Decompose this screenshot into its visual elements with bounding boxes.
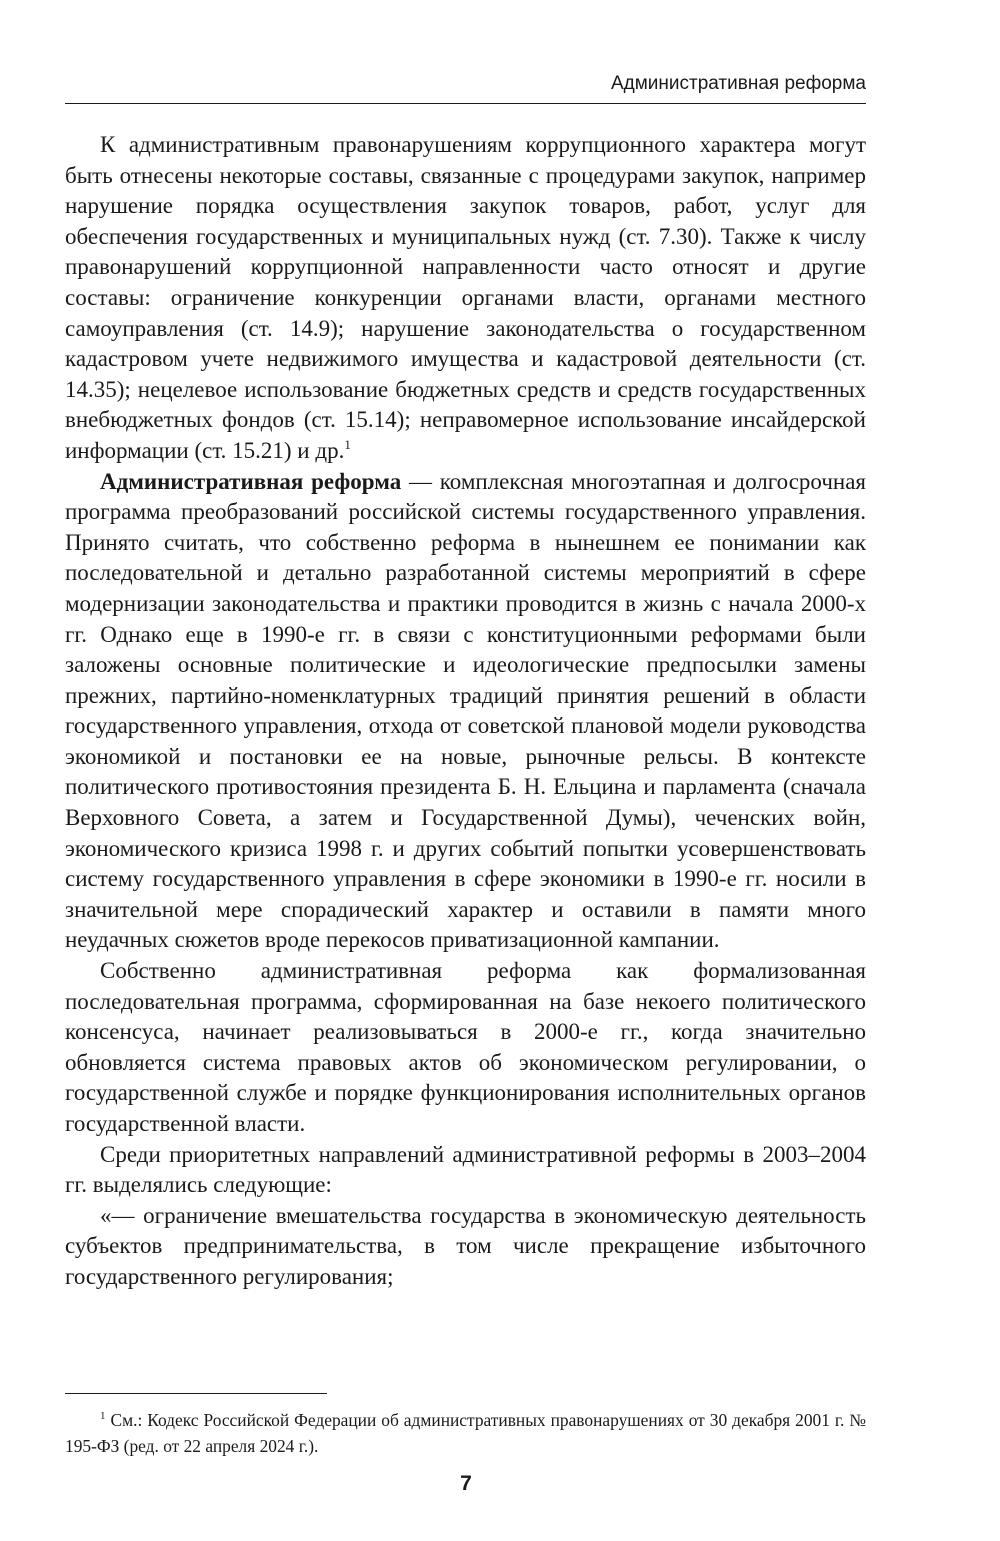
footnote <box>65 1407 866 1459</box>
paragraph-1-text: К административным правонарушениям коррупционного характера могут быть отнесены некоторые составы, связанные с процедурами закупок, например нарушение порядка осуществления закупок товаров, работ, услуг для обеспечения государственных и муниципальных нужд (ст. 7.30). Также к числу правонарушений коррупционной направленности часто относят и другие составы: ограничение конкуренции органами власти, органами местного самоуправления (ст. 14.9); нарушение законодательства о государственном кадастровом учете недвижимого имущества и кадастровой деятельности (ст. 14.35); нецелевое использование бюджетных средств и средств государственных внебюджетных фондов (ст. 15.14); неправомерное использование инсайдерской информации (ст. 15.21) и др. <box>65 132 866 463</box>
header-rule <box>65 103 866 104</box>
footnote-ref-1[interactable]: 1 <box>344 436 351 452</box>
body-text <box>65 130 866 1293</box>
paragraph-3: Собственно административная реформа как формализованная последовательная программа, сформированная на базе некоего политического консенсуса, начинает реализовываться в 2000-е гг., когда значительно обновляется система правовых актов об экономическом регулировании, о государственной службе и порядке функционирования исполнительных органов государственной власти. <box>65 958 866 1136</box>
paragraph-2-text: — комплексная многоэтапная и долгосрочная программа преобразований российской системы государственного управления. Принято считать, что собственно реформа в нынешнем ее понимании как последовательной и детально разработанной системы мероприятий в сфере модернизации законодательства и практики проводится в жизнь с начала 2000-х гг. Однако еще в 1990-е гг. в связи с конституционными реформами были заложены основные политические и идеологические предпосылки замены прежних, партийно-номенклатурных традиций принятия решений в области государственного управления, отхода от советской плановой модели руководства экономикой и постановки ее на новые, рыночные рельсы. В контексте политического противостояния президента Б. Н. Ельцина и парламента (сначала Верховного Совета, а затем и Государственной Думы), чеченских войн, экономического кризиса 1998 г. и других событий попытки усовершенствовать систему государственного управления в сфере экономики в 1990-е гг. носили в значительной мере спорадический характер и оставили в памяти много неудачных сюжетов вроде перекосов приватизационной кампании. <box>65 468 866 953</box>
term-administrative-reform: Административная реформа <box>100 468 402 494</box>
footnote-marker: 1 <box>100 1410 106 1422</box>
footnote-text: См.: Кодекс Российской Федерации об административных правонарушениях от 30 декабря 2001 г. № 195-ФЗ (ред. от 22 апреля 2024 г.). <box>65 1410 866 1456</box>
paragraph-5-quote: «— ограничение вмешательства государства в экономическую деятельность субъектов предпринимательства, в том числе прекращение избыточного государственного регулирования; <box>65 1202 866 1289</box>
paragraph-2 <box>65 467 866 957</box>
paragraph-4: Среди приоритетных направлений административной реформы в 2003–2004 гг. выделялись следующие: <box>65 1141 866 1198</box>
page-number: 7 <box>460 1472 472 1495</box>
paragraph-1 <box>65 130 866 467</box>
footnote-1 <box>65 1407 866 1459</box>
footnote-rule <box>65 1393 327 1394</box>
running-head: Административная реформа <box>610 73 866 94</box>
